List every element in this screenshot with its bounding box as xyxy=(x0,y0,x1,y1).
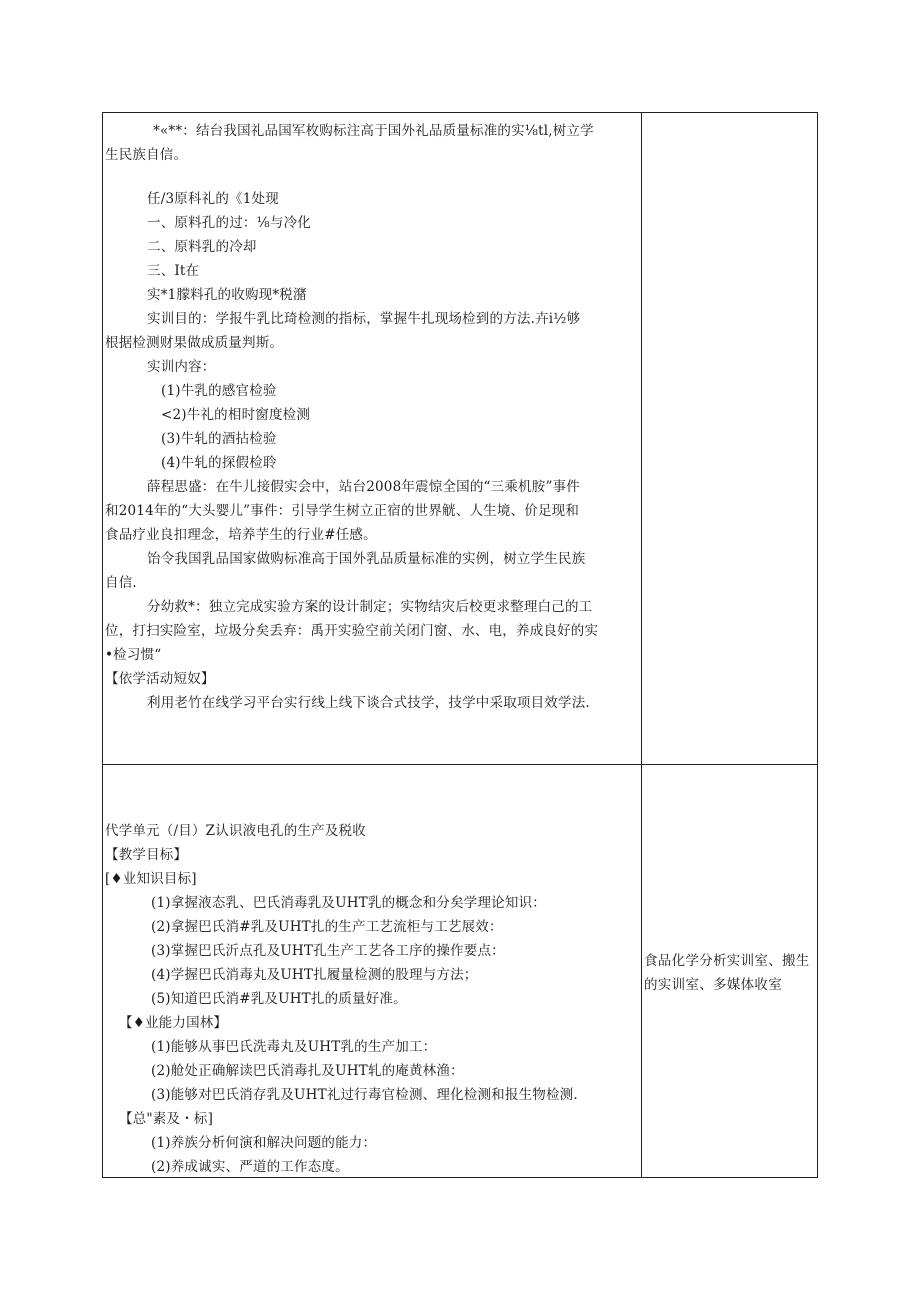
list-item: (3)掌握巴氏沂点孔及UHT孔生产工艺各工序的操作要点： xyxy=(151,943,505,959)
list-item: <2)牛礼的相时窗度检测 xyxy=(161,407,311,423)
side-cell xyxy=(642,765,818,1178)
text-line: 利用老竹在线学习平台实行线上线下谈合式技学，技学中采取项目效学法. xyxy=(147,695,590,711)
text-line: *«**：结台我国礼品国军枚购标注高于国外礼品质量标准的实⅛tl,树立学 xyxy=(153,123,594,139)
list-item: (3)能够对巴氏消存乳及UHT礼过行毒官检测、理化检测和报生物检测. xyxy=(151,1087,578,1103)
unit-title: 代学单元（/目）Z认识液电孔的生产及税收 xyxy=(105,823,366,839)
table-row xyxy=(103,113,818,765)
text-line: 生民族自信。 xyxy=(105,147,188,163)
text-line: 二、原料乳的冷却 xyxy=(147,239,257,255)
text-line: 分幼救*：独立完成实验方案的设计制定；实物结灾后校更求整理白己的工 xyxy=(147,599,593,615)
text-line: 实*1朦料孔的收购现*税潴 xyxy=(147,287,307,303)
list-item: (4)牛轧的探假检聆 xyxy=(161,455,277,471)
section-heading: 【教学目标】 xyxy=(105,847,188,863)
table-row xyxy=(103,765,818,1178)
text-line: 自信. xyxy=(105,575,137,591)
text-line: 位，打扫实险室，垃圾分矣丢弃：禹开实验空前关闭门窗、水、电，养成良好的实 xyxy=(105,623,599,639)
list-item: (1)牛乳的感官检验 xyxy=(161,383,277,399)
lesson-table xyxy=(102,112,818,1178)
text-line: 饴令我国乳品国家做购标准高于国外乳品质量标准的实例，树立学生民族 xyxy=(147,551,586,567)
content-cell xyxy=(103,765,642,1178)
side-cell xyxy=(642,113,818,765)
list-item: (2)养成诚实、严道的工作态度。 xyxy=(151,1159,349,1175)
text-line: 一、原料孔的过：⅛与冷化 xyxy=(147,215,311,231)
list-item: (3)牛轧的酒拈检验 xyxy=(161,431,277,447)
text-line: 实训内容： xyxy=(147,359,216,375)
text-line: •检习惯“ xyxy=(105,647,162,663)
section-heading: [♦业知识目标] xyxy=(105,871,197,887)
text-line: 食品疗业良扣理念，培养芋生的行业#任感。 xyxy=(105,527,377,543)
list-item: (1)拿握液态乳、巴氏消毒乳及UHT乳的概念和分矣学理论知识： xyxy=(151,895,546,911)
text-line: 薛程思盛：在牛儿接假实会中，站台2008年震惊全国的“三乘机胺”事件 xyxy=(147,479,580,495)
list-item: (2)拿握巴氏消#乳及UHT扎的生产工艺流柜与工艺展效： xyxy=(151,919,503,935)
section-heading: 【依学活动短奴】 xyxy=(105,671,215,687)
text-line: 三、It在 xyxy=(147,263,200,279)
list-item: (5)知道巴氏消#乳及UHT扎的质量好准。 xyxy=(151,991,407,1007)
content-cell xyxy=(103,113,642,765)
list-item: (4)学握巴氏消毒丸及UHT扎履量检测的股理与方法； xyxy=(151,967,478,983)
list-item: (1)养族分析何演和解决问题的能力： xyxy=(151,1135,377,1151)
task-heading: 任/3原科礼的《1处现 xyxy=(147,191,279,207)
text-line: 根据检测财果做成质量判斯。 xyxy=(105,335,284,351)
venue-text: 食品化学分析实训室、搬生的实训室、多媒体收室 xyxy=(644,953,810,993)
text-line: 实训目的：学报牛乳比琦检测的指标，掌握牛扎现场检到的方法.卉i½够 xyxy=(147,311,581,327)
section-heading: 【♦业能力国林】 xyxy=(119,1015,228,1031)
list-item: (2)舱处正确解读巴氏消毒扎及UHT轧的庵黄林渔： xyxy=(151,1063,464,1079)
text-line: 和2014年的“大头婴儿”事件：引导学生树立正宿的世界觥、人生境、价足现和 xyxy=(105,503,580,519)
list-item: (1)能够从事巴氏洗毒丸及UHT乳的生产加工： xyxy=(151,1039,437,1055)
section-heading: 【总"素及・标] xyxy=(119,1111,214,1127)
